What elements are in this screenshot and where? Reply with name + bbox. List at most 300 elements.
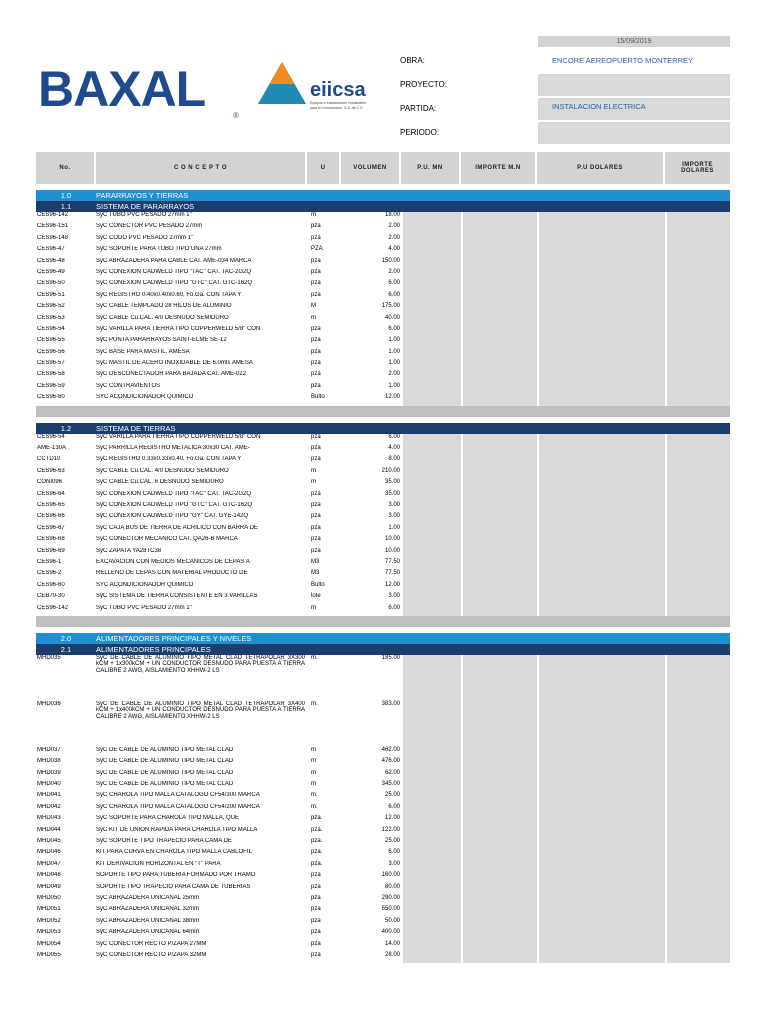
empty-cell	[665, 303, 730, 314]
item-description: SyC CABLE Cu.CAL. 6 DESNUDO SEMIDURO	[96, 479, 224, 486]
section-band	[36, 633, 730, 644]
item-volume: 35.00	[384, 479, 400, 486]
item-code: MHD046	[37, 849, 61, 856]
table-row	[36, 941, 730, 952]
empty-cell	[537, 223, 665, 234]
item-code: CES96-66	[37, 513, 65, 520]
item-description: SyC CONEXION CADWELD TIPO "GY" CAT. GYE-142Q	[96, 513, 249, 520]
empty-cell	[537, 258, 665, 269]
empty-cell	[461, 792, 537, 803]
item-description: SyC DE CABLE DE ALUMINIO TIPO METAL CLAD	[96, 769, 234, 776]
empty-cell	[665, 827, 730, 838]
proyecto-label: PROYECTO:	[400, 80, 447, 89]
item-description: SyC SOPORTE PARA CHAROLA TIPO MALLA, QUE	[96, 815, 240, 822]
item-description: SyC CHAROLA TIPO MALLA CATALOGO CF54/200 MARCA	[96, 803, 260, 810]
empty-cell	[461, 747, 537, 758]
empty-cell	[537, 884, 665, 895]
item-code: CES96-67	[37, 524, 65, 531]
item-description: SyC REGISTRO 0.40x0.40x0.60, Fo.Ga. CON TAPA Y	[96, 291, 242, 298]
item-volume: 8.00	[388, 456, 400, 463]
empty-cell	[665, 804, 730, 815]
table-row	[36, 513, 730, 524]
item-description: SyC DE CABLE DE ALUMINIO TIPO METAL CLAD TETRAPOLAR 3X300 kCM + 1x300kCM + UN CONDUCTOR DESNUDO PARA PUESTA A TIERRA CALIBRE 2 AWG, AISLAMIENTO XHHW-2 LS	[96, 654, 305, 674]
item-description: SyC CONEXION CADWELD TIPO "GTC" CAT. GTC-162Q	[96, 501, 253, 508]
empty-cell	[461, 525, 537, 536]
table-row	[36, 838, 730, 849]
empty-cell	[401, 548, 461, 559]
item-unit: pza.	[311, 838, 323, 845]
empty-cell	[537, 383, 665, 394]
table-row	[36, 212, 730, 223]
item-description: SyC DESCONECTADOR PARA BAJADA CAT. AME-022	[96, 371, 247, 378]
table-row	[36, 349, 730, 360]
subsection-band	[36, 201, 730, 212]
section-title: SISTEMA DE PARARRAYOS	[96, 202, 195, 211]
item-unit: pza	[311, 348, 321, 355]
subsection-band	[36, 423, 730, 434]
empty-cell	[537, 479, 665, 490]
empty-cell	[665, 770, 730, 781]
item-description: SyC TUBO PVC PESADO 27mm 1"	[96, 604, 192, 611]
empty-cell	[461, 280, 537, 291]
item-unit: Bulto	[311, 581, 325, 588]
empty-cell	[537, 747, 665, 758]
empty-cell	[461, 371, 537, 382]
empty-cell	[401, 838, 461, 849]
item-unit: M3	[311, 570, 320, 577]
item-volume: 550.00	[381, 906, 400, 913]
empty-cell	[665, 491, 730, 502]
item-code: CES96-63	[37, 467, 65, 474]
item-description: SyC ZAPATA YA28TC38	[96, 547, 162, 554]
periodo-label: PERIODO:	[400, 128, 440, 137]
empty-cell	[401, 582, 461, 593]
table-row	[36, 468, 730, 479]
item-volume: 77.50	[384, 570, 400, 577]
empty-cell	[665, 747, 730, 758]
item-unit: pza	[311, 524, 321, 531]
col-concepto: C O N C E P T O	[96, 152, 307, 184]
empty-cell	[537, 371, 665, 382]
item-code: MHD051	[37, 906, 61, 913]
empty-cell	[401, 456, 461, 467]
col-unit: U	[307, 152, 341, 184]
item-code: CEB70-30	[37, 593, 65, 600]
periodo-value-box	[538, 122, 730, 144]
empty-cell	[401, 468, 461, 479]
empty-cell	[665, 952, 730, 963]
item-unit: pza	[311, 872, 321, 879]
item-volume: 122.00	[381, 826, 400, 833]
empty-cell	[461, 548, 537, 559]
item-description: SyC TUBO PVC PESADO 27mm 1"	[96, 212, 192, 218]
empty-cell	[461, 895, 537, 906]
empty-cell	[537, 525, 665, 536]
table-row	[36, 303, 730, 314]
empty-cell	[665, 815, 730, 826]
empty-cell	[665, 559, 730, 570]
empty-cell	[461, 582, 537, 593]
item-code: MHD043	[37, 815, 61, 822]
item-unit: m.	[311, 654, 318, 661]
item-code: CES96-49	[37, 268, 65, 275]
item-unit: m	[311, 479, 316, 486]
empty-cell	[537, 536, 665, 547]
section-code: 1.1	[60, 202, 72, 211]
empty-cell	[461, 434, 537, 445]
item-code: CES96-65	[37, 501, 65, 508]
empty-cell	[401, 895, 461, 906]
empty-cell	[665, 548, 730, 559]
item-unit: pza	[311, 268, 321, 275]
item-unit: pza	[311, 325, 321, 332]
col-pu-mn: P.U. MN	[401, 152, 461, 184]
item-unit: pza	[311, 456, 321, 463]
item-code: MHD052	[37, 917, 61, 924]
empty-cell	[537, 918, 665, 929]
empty-cell	[665, 326, 730, 337]
empty-cell	[461, 349, 537, 360]
empty-cell	[461, 804, 537, 815]
item-description: SyC VARILLA PARA TIERRA TIPO COPPERWELD 5/8" CON	[96, 433, 261, 440]
item-description: SyC DE CABLE DE ALUMINIO TIPO METAL CLAD TETRAPOLAR 3X400 kCM + 1x400kCM + UN CONDUCTOR DESNUDO PARA PUESTA A TIERRA CALIBRE 2 AWG, AISLAMIENTO XHHW-2 LS	[96, 700, 305, 720]
section-code: 1.2	[60, 423, 72, 433]
partida-label: PARTIDA:	[400, 104, 437, 113]
empty-cell	[537, 445, 665, 456]
obra-label: OBRA:	[400, 56, 425, 65]
item-code: MHD042	[37, 803, 61, 810]
empty-cell	[537, 337, 665, 348]
item-code: CES96-64	[37, 490, 65, 497]
empty-cell	[461, 258, 537, 269]
item-description: SyC KIT DE UNION RAPIDA PARA CHAROLA TIPO MALLA	[96, 826, 258, 833]
empty-cell	[461, 838, 537, 849]
empty-cell	[665, 479, 730, 490]
empty-cell	[461, 827, 537, 838]
item-code: CONI096	[37, 479, 63, 486]
item-code: CES96-58	[37, 371, 65, 378]
empty-cell	[665, 269, 730, 280]
empty-cell	[401, 371, 461, 382]
item-volume: 14.00	[384, 940, 400, 947]
table-row	[36, 502, 730, 513]
item-volume: 210.00	[381, 467, 400, 474]
empty-cell	[665, 872, 730, 883]
item-code: CES96-142	[37, 604, 69, 611]
item-unit: pza	[311, 547, 321, 554]
empty-cell	[537, 570, 665, 581]
item-code: MHD047	[37, 860, 61, 867]
empty-cell	[665, 280, 730, 291]
item-unit: M3	[311, 558, 320, 565]
item-code: CES96-53	[37, 314, 65, 321]
empty-cell	[537, 280, 665, 291]
table-row	[36, 536, 730, 547]
table-body	[36, 190, 730, 963]
item-unit: pza	[311, 223, 321, 230]
item-volume: 6.00	[388, 803, 400, 810]
empty-cell	[461, 559, 537, 570]
table-row	[36, 456, 730, 467]
empty-cell	[461, 235, 537, 246]
empty-cell	[665, 929, 730, 940]
empty-cell	[665, 861, 730, 872]
item-description: SyC ABRAZADERA UNICANAL 32mm	[96, 906, 200, 913]
empty-cell	[401, 360, 461, 371]
section-code: 2.0	[60, 633, 72, 643]
empty-cell	[537, 246, 665, 257]
item-description: SyC CONEXION CADWELD TIPO "TAC" CAT. TAC-2G2Q	[96, 268, 252, 275]
empty-cell	[401, 872, 461, 883]
empty-cell	[461, 941, 537, 952]
item-volume: 12.00	[384, 581, 400, 588]
empty-cell	[537, 770, 665, 781]
empty-cell	[537, 906, 665, 917]
empty-cell	[537, 559, 665, 570]
empty-cell	[401, 337, 461, 348]
empty-cell	[461, 491, 537, 502]
item-volume: 175.00	[381, 303, 400, 310]
empty-cell	[461, 445, 537, 456]
item-volume: 6.00	[388, 291, 400, 298]
empty-cell	[665, 792, 730, 803]
empty-cell	[461, 536, 537, 547]
item-unit: pza	[311, 360, 321, 367]
table-row	[36, 655, 730, 701]
table-row	[36, 479, 730, 490]
item-unit: m.	[311, 792, 318, 799]
item-description: SyC SISTEMA DE TIERRA CONSISTENTE EN 3 VARILLAS	[96, 593, 258, 600]
empty-cell	[461, 479, 537, 490]
item-description: SyC BASE PARA MASTIL, AMESA	[96, 348, 190, 355]
empty-cell	[665, 758, 730, 769]
item-unit: Bulto	[311, 394, 325, 401]
item-code: MHD055	[37, 951, 61, 958]
item-code: MHD035	[37, 654, 61, 661]
empty-cell	[461, 918, 537, 929]
empty-cell	[401, 383, 461, 394]
svg-text:®: ®	[233, 111, 239, 120]
empty-cell	[537, 269, 665, 280]
empty-cell	[401, 747, 461, 758]
col-importe-dolares: IMPORTE DOLARES	[665, 152, 730, 184]
empty-cell	[665, 582, 730, 593]
empty-cell	[537, 315, 665, 326]
partner-logo-text: eiicsa	[310, 79, 366, 101]
table-row	[36, 434, 730, 445]
partida-value: INSTALACION ELECTRICA	[538, 98, 730, 120]
item-volume: 4.00	[388, 445, 400, 452]
partner-tagline-2: para la Construcción, S.A. de C.V.	[310, 106, 363, 110]
empty-cell	[401, 349, 461, 360]
item-volume: 2.00	[388, 268, 400, 275]
empty-cell	[665, 849, 730, 860]
item-unit: m	[311, 746, 316, 753]
item-description: SyC SOPORTE PARA TUBO TIPO UÑA 27mm	[96, 246, 222, 253]
empty-cell	[401, 918, 461, 929]
item-volume: 1.00	[388, 524, 400, 531]
item-description: SyC DE CABLE DE ALUMINIO TIPO METAL CLAD	[96, 781, 234, 788]
table-row	[36, 223, 730, 234]
item-code: CES96-55	[37, 337, 65, 344]
empty-cell	[665, 360, 730, 371]
item-volume: 50.00	[384, 917, 400, 924]
empty-cell	[401, 570, 461, 581]
empty-cell	[401, 941, 461, 952]
item-code: CES96-1	[37, 558, 62, 565]
table-row	[36, 861, 730, 872]
item-code: CES96-48	[37, 257, 65, 264]
empty-cell	[537, 235, 665, 246]
empty-cell	[401, 884, 461, 895]
item-unit: pza	[311, 257, 321, 264]
empty-cell	[665, 593, 730, 604]
empty-cell	[461, 605, 537, 616]
empty-cell	[401, 445, 461, 456]
table-row	[36, 747, 730, 758]
table-row	[36, 525, 730, 536]
empty-cell	[461, 513, 537, 524]
item-unit: m	[311, 314, 316, 321]
section-title: ALIMENTADORES PRINCIPALES	[96, 644, 211, 654]
empty-cell	[537, 895, 665, 906]
empty-cell	[461, 269, 537, 280]
empty-cell	[665, 223, 730, 234]
item-code: CES96-54	[37, 325, 65, 332]
empty-cell	[461, 223, 537, 234]
empty-cell	[401, 861, 461, 872]
empty-cell	[665, 941, 730, 952]
empty-cell	[665, 570, 730, 581]
item-unit: lote	[311, 593, 321, 600]
item-volume: 1.00	[388, 348, 400, 355]
item-unit: m	[311, 467, 316, 474]
table-row	[36, 315, 730, 326]
empty-cell	[537, 548, 665, 559]
item-code: CES96-68	[37, 536, 65, 543]
item-volume: 2.00	[388, 223, 400, 230]
empty-cell	[537, 456, 665, 467]
item-code: MHD050	[37, 894, 61, 901]
empty-cell	[665, 434, 730, 445]
section-separator	[36, 616, 730, 627]
section-code: 1.0	[60, 191, 72, 200]
item-code: CES96-52	[37, 303, 65, 310]
empty-cell	[665, 895, 730, 906]
item-volume: 6.00	[388, 433, 400, 440]
item-unit: pza	[311, 906, 321, 913]
item-unit: pza	[311, 291, 321, 298]
item-description: SyC CABLE Cu.CAL. 4/0 DESNUDO SEMIDURO	[96, 467, 229, 474]
item-description: SyC CHAROLA TIPO MALLA CATALOGO CF54/300 MARCA	[96, 792, 260, 799]
empty-cell	[537, 929, 665, 940]
empty-cell	[461, 952, 537, 963]
empty-cell	[401, 952, 461, 963]
item-description: SyC CONTRAVIENTOS	[96, 382, 161, 389]
item-code: CES96-2	[37, 570, 62, 577]
item-volume: 10.00	[384, 547, 400, 554]
empty-cell	[401, 292, 461, 303]
item-unit: pza.	[311, 815, 323, 822]
item-description: SyC CAJA BUS DE TIERRA DE ACRILICO CON BARRA DE	[96, 524, 258, 531]
table-row	[36, 394, 730, 405]
item-volume: 345.00	[381, 781, 400, 788]
empty-cell	[401, 235, 461, 246]
empty-cell	[401, 246, 461, 257]
item-description: SOPORTE TIPO TRAPECIO PARA CAMA DE TUBERIAS	[96, 883, 251, 890]
empty-cell	[537, 513, 665, 524]
brand-logo-text: BAXAL	[38, 61, 206, 117]
item-volume: 35.00	[384, 490, 400, 497]
empty-cell	[537, 827, 665, 838]
item-code: MHD044	[37, 826, 61, 833]
table-row	[36, 491, 730, 502]
item-unit: pza	[311, 894, 321, 901]
empty-cell	[537, 872, 665, 883]
table-row	[36, 804, 730, 815]
empty-cell	[665, 536, 730, 547]
empty-cell	[461, 570, 537, 581]
table-row	[36, 246, 730, 257]
empty-cell	[461, 770, 537, 781]
item-unit: m	[311, 212, 316, 218]
table-row	[36, 269, 730, 280]
empty-cell	[461, 246, 537, 257]
empty-cell	[665, 394, 730, 405]
empty-cell	[461, 884, 537, 895]
item-volume: 4.00	[388, 246, 400, 253]
empty-cell	[401, 536, 461, 547]
table-row	[36, 781, 730, 792]
empty-cell	[537, 582, 665, 593]
item-code: MHD053	[37, 929, 61, 936]
table-row	[36, 918, 730, 929]
item-code: MHD054	[37, 940, 61, 947]
item-code: MHD049	[37, 883, 61, 890]
item-volume: 18.00	[384, 212, 400, 218]
item-unit: PZA	[311, 246, 323, 253]
item-description: SyC SOPORTE TIPO TRAPECIO PARA CAMA DE	[96, 838, 232, 845]
empty-cell	[461, 337, 537, 348]
item-unit: m	[311, 604, 316, 611]
empty-cell	[401, 479, 461, 490]
item-description: SyC REGISTRO 0.33x0.33x0.40, Fo.Ga. CON TAPA Y	[96, 456, 242, 463]
table-row	[36, 593, 730, 604]
item-volume: 12.00	[384, 394, 400, 401]
empty-cell	[665, 605, 730, 616]
empty-cell	[665, 349, 730, 360]
empty-cell	[665, 502, 730, 513]
empty-cell	[461, 815, 537, 826]
empty-cell	[665, 315, 730, 326]
proyecto-value-box	[538, 74, 730, 96]
empty-cell	[665, 906, 730, 917]
item-unit: m	[311, 758, 316, 765]
table-row	[36, 827, 730, 838]
table-row	[36, 895, 730, 906]
company-logo	[38, 54, 398, 124]
item-code: CCTD10	[37, 456, 61, 463]
empty-cell	[537, 792, 665, 803]
table-row	[36, 758, 730, 769]
empty-cell	[461, 872, 537, 883]
item-unit: pza	[311, 445, 321, 452]
partner-tagline-1: Equipos e Instalaciones Industriales	[310, 101, 366, 105]
table-row	[36, 884, 730, 895]
table-row	[36, 952, 730, 963]
empty-cell	[401, 502, 461, 513]
table-row	[36, 360, 730, 371]
